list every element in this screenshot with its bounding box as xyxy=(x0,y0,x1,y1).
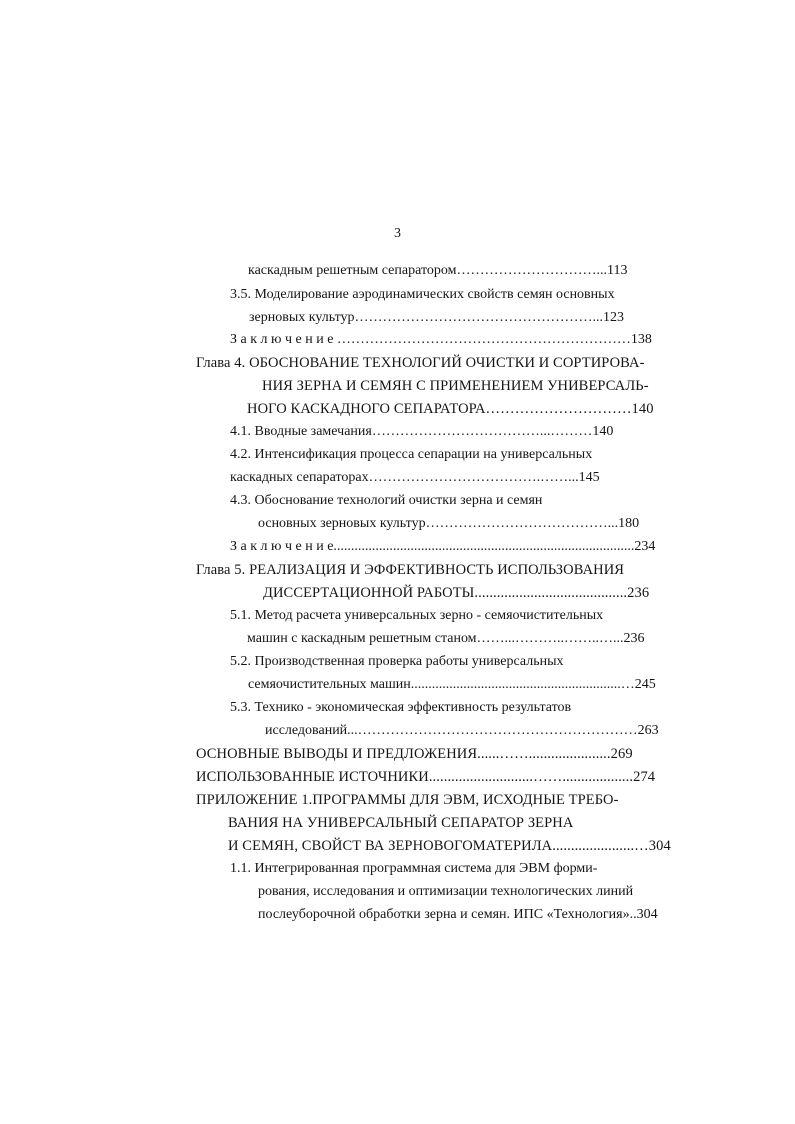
toc-chapter-heading: НОГО КАСКАДНОГО СЕПАРАТОРА…………………………140 xyxy=(247,401,654,417)
toc-line: 5.3. Технико - экономическая эффективность результатов xyxy=(230,700,572,715)
toc-section-heading: ОСНОВНЫЕ ВЫВОДЫ И ПРЕДЛОЖЕНИЯ......……......................269 xyxy=(196,746,633,762)
toc-chapter-heading: НИЯ ЗЕРНА И СЕМЯН С ПРИМЕНЕНИЕМ УНИВЕРСАЛЬ- xyxy=(262,378,649,394)
toc-line: 4.3. Обоснование технологий очистки зерна и семян xyxy=(230,493,543,508)
toc-line: 5.1. Метод расчета универсальных зерно - семяочистительных xyxy=(230,608,604,623)
toc-chapter-heading: Глава 4. ОБОСНОВАНИЕ ТЕХНОЛОГИЙ ОЧИСТКИ И СОРТИРОВА- xyxy=(196,355,645,371)
toc-appendix-heading: ПРИЛОЖЕНИЕ 1.ПРОГРАММЫ ДЛЯ ЭВМ, ИСХОДНЫЕ ТРЕБО- xyxy=(196,792,619,808)
toc-line: 3.5. Моделирование аэродинамических свойств семян основных xyxy=(230,287,615,302)
toc-line: З а к л ю ч е н и е ………………………………………………………138 xyxy=(230,332,652,347)
toc-line: основных зерновых культур…………………………………...180 xyxy=(258,516,640,531)
toc-line: 1.1. Интегрированная программная система для ЭВМ форми- xyxy=(230,861,598,876)
toc-line: исследований...……………………………………………………263 xyxy=(265,723,659,738)
toc-line: рования, исследования и оптимизации технологических линий xyxy=(258,884,634,899)
toc-section-heading: ИСПОЛЬЗОВАННЫЕ ИСТОЧНИКИ............................……...................274 xyxy=(196,769,656,785)
toc-line: семяочистительных машин............................................................…245 xyxy=(248,677,656,692)
toc-line: зерновых культур……………………………………………...123 xyxy=(249,310,625,325)
toc-line: каскадных сепараторах……………………………….……...145 xyxy=(230,470,600,485)
toc-line: машин с каскадным решетным станом……...………..……..…...236 xyxy=(247,631,645,646)
toc-appendix-heading: И СЕМЯН, СВОЙСТ ВА ЗЕРНОВОГОМАТЕРИЛА......................…304 xyxy=(228,838,671,854)
toc-line: 4.1. Вводные замечания………………………………...………140 xyxy=(230,424,614,439)
toc-line: 4.2. Интенсификация процесса сепарации на универсальных xyxy=(230,447,593,462)
toc-chapter-heading: ДИССЕРТАЦИОННОЙ РАБОТЫ.........................................236 xyxy=(263,585,650,601)
toc-line: каскадным решетным сепаратором…………………………...113 xyxy=(248,263,628,278)
toc-appendix-heading: ВАНИЯ НА УНИВЕРСАЛЬНЫЙ СЕПАРАТОР ЗЕРНА xyxy=(228,815,574,831)
toc-chapter-heading: Глава 5. РЕАЛИЗАЦИЯ И ЭФФЕКТИВНОСТЬ ИСПОЛЬЗОВАНИЯ xyxy=(196,562,625,578)
toc-line: 5.2. Производственная проверка работы универсальных xyxy=(230,654,564,669)
page-number: 3 xyxy=(394,226,401,241)
toc-line: З а к л ю ч е н и е......................................................................................234 xyxy=(230,539,656,554)
toc-line: послеуборочной обработки зерна и семян. ИПС «Технология»..304 xyxy=(258,907,658,922)
